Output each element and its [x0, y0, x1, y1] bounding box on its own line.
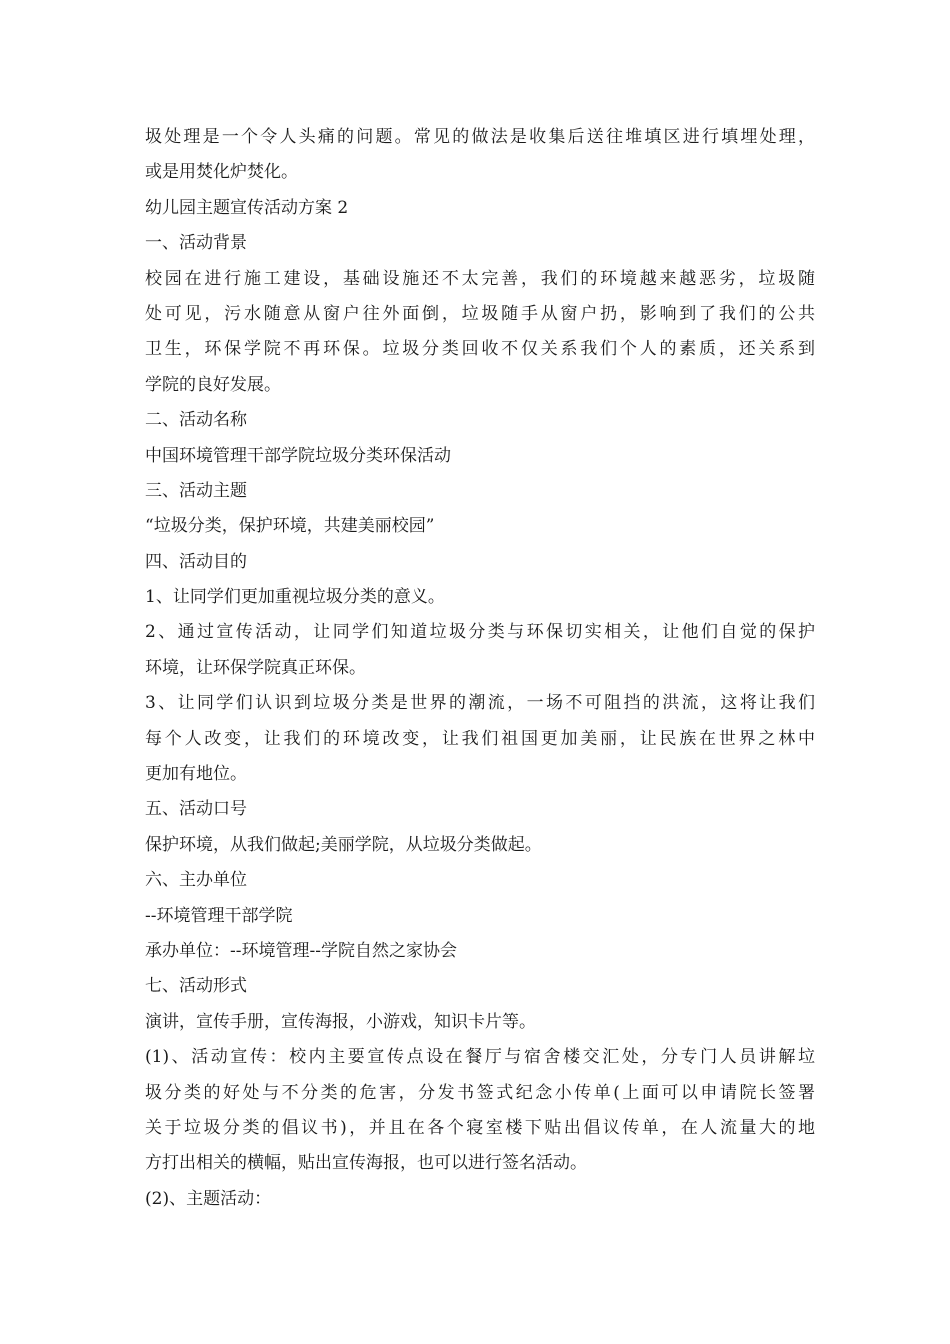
section-heading: 七、活动形式 [145, 976, 247, 997]
document-body [145, 120, 815, 1217]
section-heading: 三、活动主题 [145, 480, 247, 501]
list-item-continued: 每个人改变，让我们的环境改变，让我们祖国更加美丽，让民族在世界之林中 [145, 728, 815, 749]
paragraph-line: 承办单位：--环境管理--学院自然之家协会 [145, 940, 457, 961]
section-heading: 四、活动目的 [145, 551, 247, 572]
paragraph-line: 卫生，环保学院不再环保。垃圾分类回收不仅关系我们个人的素质，还关系到 [145, 339, 815, 360]
list-item-continued: 更加有地位。 [145, 764, 247, 785]
paragraph-line: 演讲，宣传手册，宣传海报，小游戏，知识卡片等。 [145, 1011, 536, 1032]
paragraph-line: 校园在进行施工建设，基础设施还不太完善，我们的环境越来越恶劣，垃圾随 [145, 268, 815, 289]
paragraph-line: 圾处理是一个令人头痛的问题。常见的做法是收集后送往堆填区进行填埋处理， [145, 127, 815, 147]
paragraph-line: 中国环境管理干部学院垃圾分类环保活动 [145, 445, 451, 466]
paragraph-line: 学院的良好发展。 [145, 374, 281, 395]
paragraph-line: (1)、活动宣传：校内主要宣传点设在餐厅与宿舍楼交汇处，分专门人员讲解垃 [145, 1047, 815, 1068]
section-heading: 六、主办单位 [145, 870, 247, 891]
paragraph-line: “垃圾分类，保护环境，共建美丽校园” [145, 516, 435, 537]
section-heading: 一、活动背景 [145, 233, 247, 254]
section-heading: 二、活动名称 [145, 410, 247, 431]
paragraph-line: --环境管理干部学院 [145, 905, 293, 926]
section-title: 幼儿园主题宣传活动方案 2 [145, 197, 349, 218]
list-item: 2、通过宣传活动，让同学们知道垃圾分类与环保切实相关，让他们自觉的保护 [145, 622, 815, 643]
paragraph-line: 关于垃圾分类的倡议书)，并且在各个寝室楼下贴出倡议传单，在人流量大的地 [145, 1117, 815, 1138]
paragraph-line: 处可见，污水随意从窗户往外面倒，垃圾随手从窗户扔，影响到了我们的公共 [145, 303, 815, 324]
paragraph-line: 方打出相关的横幅，贴出宣传海报，也可以进行签名活动。 [145, 1153, 587, 1174]
paragraph-line: 或是用焚化炉焚化。 [145, 162, 298, 183]
paragraph-line: 圾分类的好处与不分类的危害，分发书签式纪念小传单(上面可以申请院长签署 [145, 1082, 815, 1103]
paragraph-line: 保护环境，从我们做起;美丽学院，从垃圾分类做起。 [145, 834, 542, 855]
list-item-continued: 环境，让环保学院真正环保。 [145, 657, 366, 678]
section-heading: 五、活动口号 [145, 799, 247, 820]
list-item: 1、让同学们更加重视垃圾分类的意义。 [145, 587, 445, 608]
paragraph-line: (2)、主题活动： [145, 1188, 272, 1209]
list-item: 3、让同学们认识到垃圾分类是世界的潮流，一场不可阻挡的洪流，这将让我们 [145, 693, 815, 714]
